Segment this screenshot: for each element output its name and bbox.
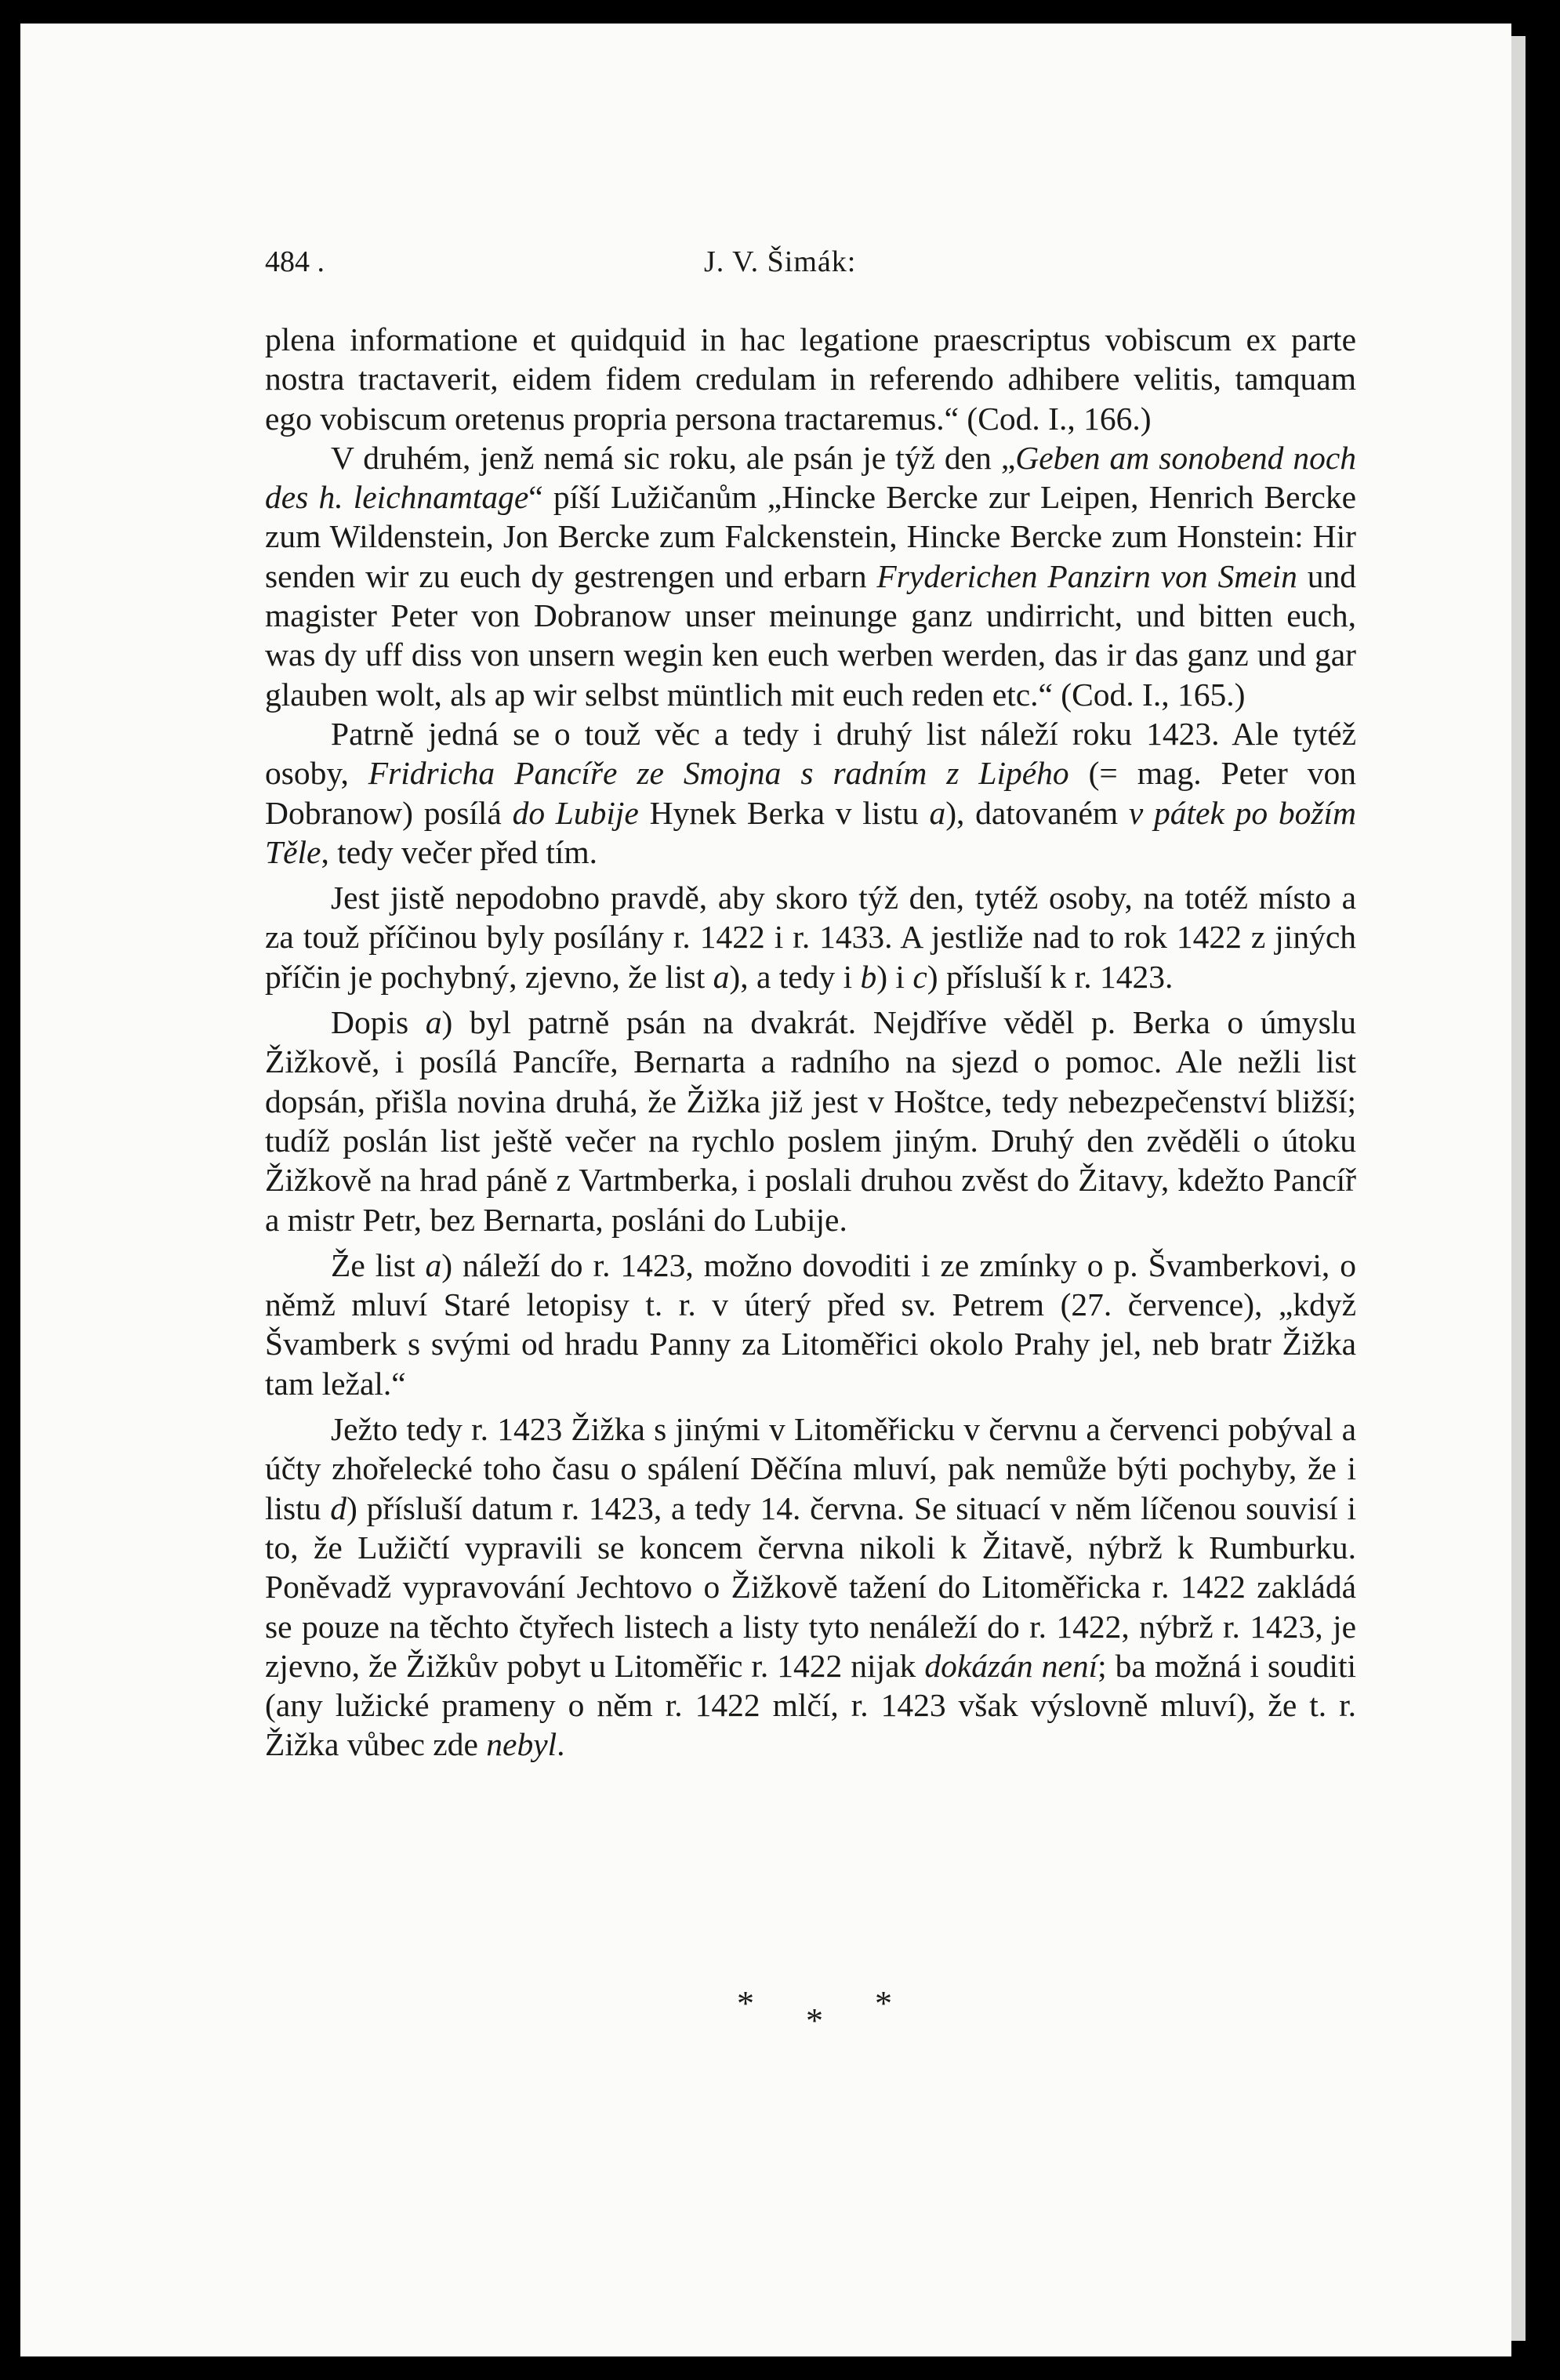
text-run: und magister Peter von Dobranow unser meinunge ganz undirricht, und bitten euch, was dy uff diss von unsern wegin ken euch werben werden, das ir das ganz und gar glauben wolt, als ap wir selbst müntlich mit euch reden etc.“ (Cod. I., 165.) (265, 557, 1356, 713)
body-text (265, 320, 1356, 1765)
paragraph-2 (265, 438, 1356, 714)
italic-text: Fryderichen Panzirn von Smein (876, 557, 1297, 594)
italic-text: c (912, 958, 927, 995)
text-run: ) přísluší datum r. 1423, a tedy 14. června. Se situací v něm líčenou souvisí i to, že Lužičtí vypravili se koncem června nikoli k Žitavě, nýbrž k Rumburku. Poněvadž vypravování Jechtovo o Žižkově tažení do Litoměřicka r. 1422 zakládá se pouze na těchto čtyřech listech a listy tyto nenáleží do r. 1422, nýbrž r. 1423, je zjevno, že Žižkův pobyt u Litoměřic r. 1422 nijak (265, 1489, 1356, 1684)
text-run: . (557, 1726, 565, 1763)
text-run: “ píší Lužičanům „Hincke Bercke zur Leipen, Henrich Bercke zum Wildenstein, Jon Bercke zum Falckenstein, Hincke Bercke zum Honstein: Hir senden wir zu euch dy gestrengen und erbarn (265, 479, 1356, 594)
separator-star-left: * (737, 1984, 754, 2023)
italic-text: d (330, 1489, 347, 1526)
text-run: V druhém, jenž nemá sic roku, ale psán je týž den „ (331, 439, 1016, 476)
italic-text: a (713, 958, 730, 995)
text-run: ) byl patrně psán na dvakrát. Nejdříve věděl p. Berka o úmyslu Žižkově, i posílá Pancíře, Bernarta a radního na sjezd o pomoc. Ale nežli list dopsán, přišla novina druhá, že Žižka již jest v Hoštce, tedy nebezpečenství bližší; tudíž poslán list ještě večer na rychlo poslem jiným. Druhý den zvěděli o útoku Žižkově na hrad páně z Vartmberka, i poslali druhou zvěst do Žitavy, kdežto Pancíř a mistr Petr, bez Bernarta, posláni do Lubije. (265, 1004, 1357, 1238)
paragraph-1 (265, 320, 1356, 438)
text-run: Hynek Berka v listu (638, 794, 930, 831)
text-run: Jest jistě nepodobno pravdě, aby skoro týž den, tytéž osoby, na totéž místo a za touž příčinou byly posílány r. 1422 i r. 1433. A jestliže nad to rok 1422 z jiných příčin je pochybný, zjevno, že list (265, 880, 1356, 995)
italic-text: a (929, 794, 946, 831)
text-run: ), datovaném (945, 794, 1129, 831)
page-number: 484 . (265, 245, 325, 278)
text-run: Ježto tedy r. 1423 Žižka s jinými v Litoměřicku v červnu a červenci pobýval a účty zhořelecké toho času o spálení Děčína mluví, pak nemůže býti pochyby, že i listu (265, 1411, 1356, 1526)
text-run: Dopis (331, 1004, 426, 1041)
text-run: ; ba možná i souditi (any lužické prameny o něm r. 1422 mlčí, r. 1423 však výslovně mluví), že t. r. Žižka vůbec zde (265, 1647, 1357, 1763)
paragraph-6 (265, 1246, 1356, 1403)
paragraph-4 (265, 878, 1356, 996)
page-header (265, 245, 1355, 292)
separator-star-middle: * (806, 2001, 823, 2040)
italic-text: Fridricha Pancíře ze Smojna s radním z Lipého (368, 755, 1069, 792)
italic-text: a (425, 1246, 442, 1283)
text-run: ) náleží do r. 1423, možno dovoditi i ze zmínky o p. Švamberkovi, o němž mluví Staré letopisy t. r. v úterý před sv. Petrem (27. července), „když Švamberk s svými od hradu Panny za Litoměřici okolo Prahy jel, neb bratr Žižka tam ležal.“ (265, 1246, 1357, 1402)
separator-star-right: * (875, 1984, 892, 2023)
text-run: (= mag. Peter von Dobranow) posílá (265, 755, 1356, 831)
italic-text: v pátek po božím Těle (265, 794, 1356, 870)
text-run: plena informatione et quidquid in hac legatione praescriptus vobiscum ex parte nostra tractaverit, eidem fidem credulam in referendo adhibere velitis, tamquam ego vobiscum oretenus propria persona tractaremus.“ (Cod. I., 166.) (265, 321, 1356, 437)
italic-text: dokázán není (924, 1647, 1098, 1684)
text-run: ), a tedy i (729, 958, 861, 995)
page-edge (1511, 36, 1526, 2341)
paragraph-3 (265, 714, 1356, 872)
paragraph-5 (265, 1003, 1356, 1239)
italic-text: do Lubije (512, 794, 639, 831)
italic-text: a (425, 1004, 442, 1041)
text-run: ) přísluší k r. 1423. (927, 958, 1174, 995)
italic-text: nebyl (486, 1726, 557, 1763)
italic-text: Geben am sonobend noch des h. leichnamtage (265, 439, 1356, 516)
text-run: Patrně jedná se o touž věc a tedy i druhý list náleží roku 1423. Ale tytéž osoby, (265, 715, 1356, 792)
text-run: ) i (876, 958, 913, 995)
section-separator (706, 1983, 941, 2062)
text-run: , tedy večer před tím. (321, 833, 598, 870)
text-run: Že list (331, 1246, 426, 1283)
italic-text: b (860, 958, 877, 995)
paragraph-7 (265, 1409, 1356, 1765)
running-title: J. V. Šimák: (704, 245, 857, 278)
